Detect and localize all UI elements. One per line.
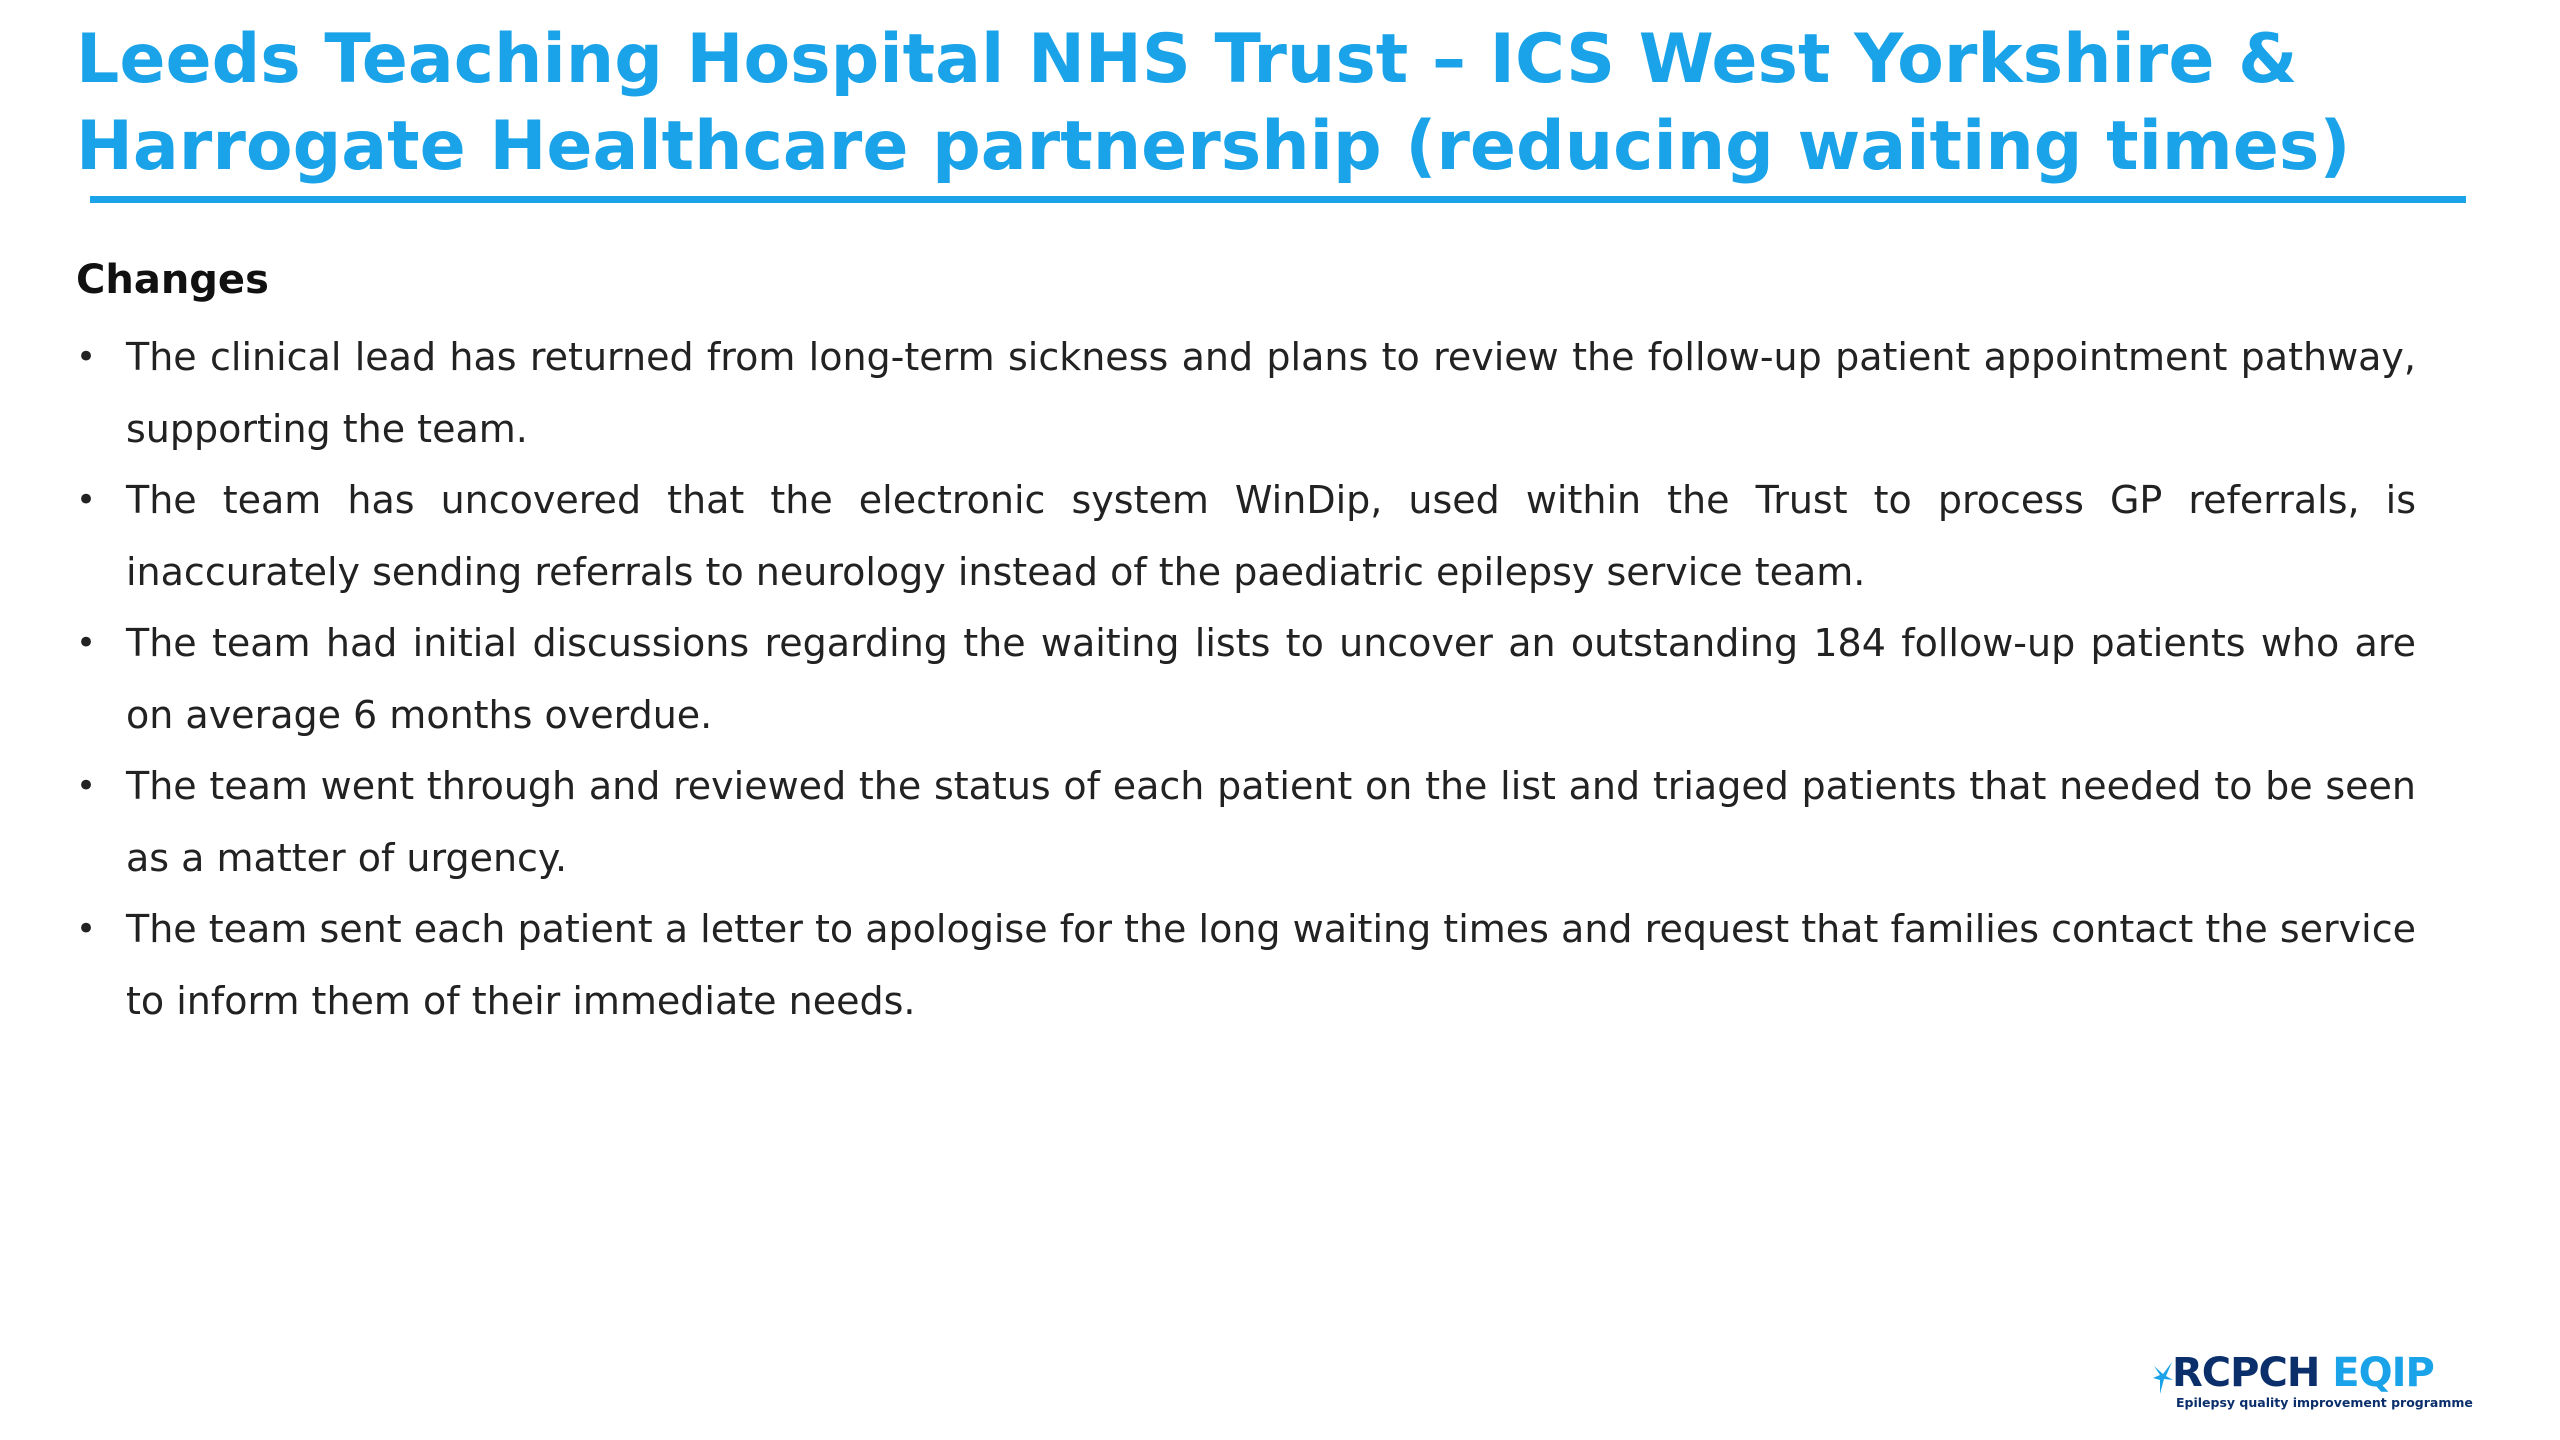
bullet-text: The team went through and reviewed the status of each patient on the list and triaged patients that needed to be seen as a matter of urgency. xyxy=(126,764,2416,880)
bullet-dot-icon: • xyxy=(76,337,97,377)
logo-tagline: Epilepsy quality improvement programme xyxy=(2176,1395,2473,1410)
logo-brand: RCPCH xyxy=(2172,1350,2320,1396)
logo-product: EQIP xyxy=(2332,1350,2434,1396)
rcpch-eqip-logo xyxy=(2152,1350,2482,1416)
slide-content xyxy=(76,252,2416,1037)
bullet-text: The team sent each patient a letter to apologise for the long waiting times and request that families contact the service to inform them of their immediate needs. xyxy=(126,907,2416,1023)
bullet-dot-icon: • xyxy=(76,909,97,949)
bullet-item xyxy=(76,894,2416,1037)
bullet-item xyxy=(76,751,2416,894)
bullet-text: The team had initial discussions regarding the waiting lists to uncover an outstanding 184 follow-up patients who are on average 6 months overdue. xyxy=(126,621,2416,737)
title-underline xyxy=(90,196,2466,203)
bullet-item xyxy=(76,608,2416,751)
bullet-item xyxy=(76,322,2416,465)
logo-wordmark xyxy=(2172,1350,2434,1396)
bullet-text: The clinical lead has returned from long-term sickness and plans to review the follow-up patient appointment pathway, supporting the team. xyxy=(126,335,2416,451)
bullet-dot-icon: • xyxy=(76,480,97,520)
bullet-list xyxy=(76,322,2416,1037)
bullet-dot-icon: • xyxy=(76,623,97,663)
bullet-text: The team has uncovered that the electronic system WinDip, used within the Trust to process GP referrals, is inaccurately sending referrals to neurology instead of the paediatric epilepsy service team. xyxy=(126,478,2416,594)
slide-title: Leeds Teaching Hospital NHS Trust – ICS West Yorkshire & Harrogate Healthcare partnership (reducing waiting times) xyxy=(76,20,2351,186)
bullet-item xyxy=(76,465,2416,608)
logo-figure-icon xyxy=(2152,1358,2174,1398)
section-heading: Changes xyxy=(76,257,269,303)
bullet-dot-icon: • xyxy=(76,766,97,806)
